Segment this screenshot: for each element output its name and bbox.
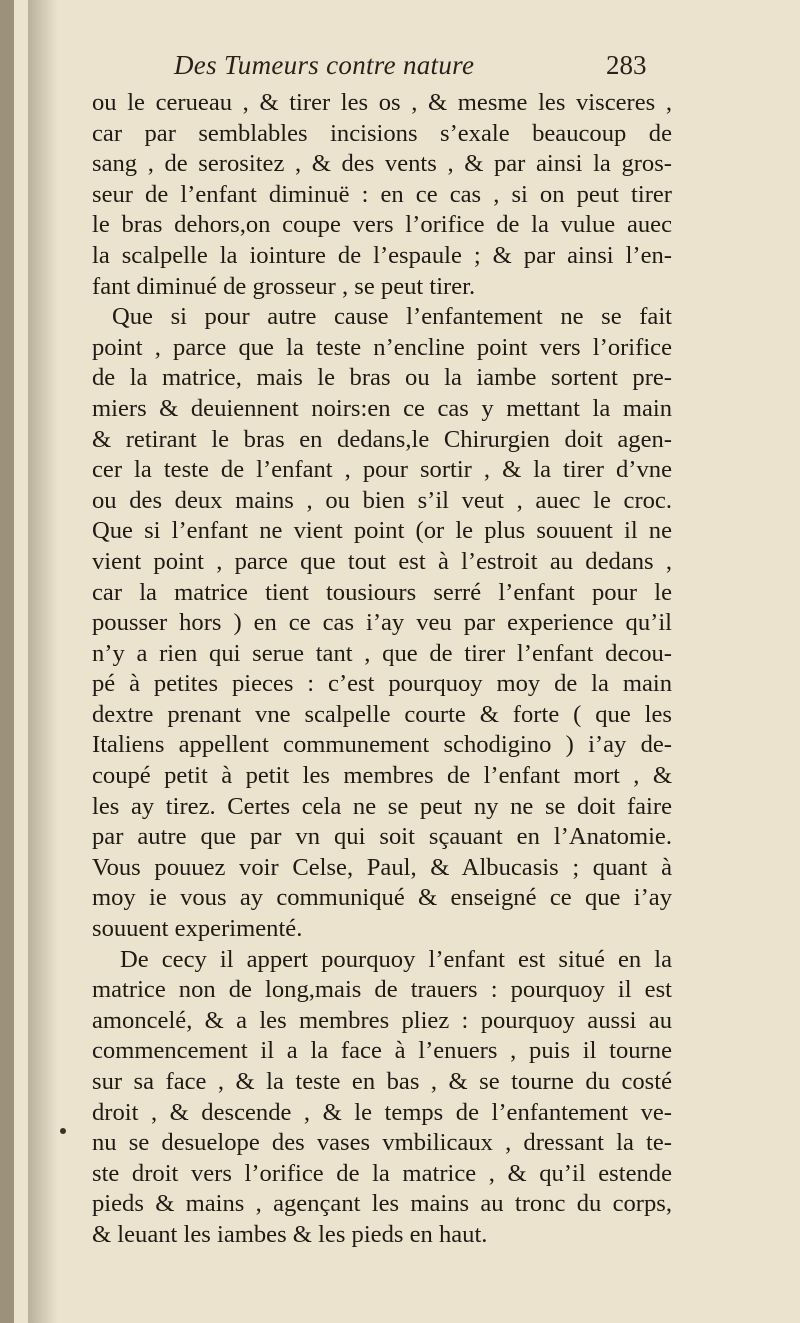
text-line: n’y a rien qui serue tant , que de tirer l’enfant decou- bbox=[92, 639, 672, 667]
ink-spot bbox=[60, 1128, 66, 1134]
text-line: ste droit vers l’orifice de la matrice , & qu’il estende bbox=[92, 1159, 672, 1187]
text-line: point , parce que la teste n’encline point vers l’orifice bbox=[92, 333, 672, 361]
text-line: moy ie vous ay communiqué & enseigné ce que i’ay bbox=[92, 884, 672, 912]
page-header bbox=[174, 50, 674, 90]
text-line: & leuant les iambes & les pieds en haut. bbox=[92, 1220, 488, 1248]
text-line: miers & deuiennent noirs:en ce cas y mettant la main bbox=[92, 394, 672, 422]
text-line: la scalpelle la iointure de l’espaule ; & par ainsi l’en- bbox=[92, 241, 672, 269]
text-line: Que si l’enfant ne vient point (or le plus souuent il ne bbox=[92, 517, 672, 545]
text-line: les ay tirez. Certes cela ne se peut ny ne se doit faire bbox=[92, 792, 672, 820]
text-line: par autre que par vn qui soit sçauant en l’Anatomie. bbox=[92, 823, 672, 851]
binding-shadow bbox=[28, 0, 58, 1323]
text-line: ou le cerueau , & tirer les os , & mesme les viscеres , bbox=[92, 89, 672, 116]
text-line: coupé petit à petit les membres de l’enfant mort , & bbox=[92, 762, 672, 790]
text-line: souuent experimenté. bbox=[92, 915, 303, 943]
text-line: de la matrice, mais le bras ou la iambe sortent pre- bbox=[92, 364, 672, 392]
page-number: 283 bbox=[606, 50, 647, 80]
text-line: seur de l’enfant diminuë : en ce cas , si on peut tirer bbox=[92, 180, 672, 208]
text-line: car la matrice tient tousiours serré l’enfant pour le bbox=[92, 578, 672, 606]
text-line: droit , & descende , & le temps de l’enfantement ve- bbox=[92, 1098, 672, 1126]
text-line: cer la teste de l’enfant , pour sortir , & la tirer d’vne bbox=[92, 456, 672, 484]
text-line: vient point , parce que tout est à l’estroit au dedans , bbox=[92, 547, 672, 575]
text-line: le bras dehors,on coupe vers l’orifice de la vulue auec bbox=[92, 211, 672, 239]
text-line: nu se desuelope des vases vmbilicaux , dressant la te- bbox=[92, 1129, 672, 1157]
text-line: & retirant le bras en dedans,le Chirurgien doit agen- bbox=[92, 425, 672, 453]
text-line: fant diminué de grosseur , se peut tirer. bbox=[92, 272, 476, 300]
text-line: sur sa face , & la teste en bas , & se tourne du costé bbox=[92, 1068, 672, 1095]
text-line: commencement il a la face à l’enuers , puis il tourne bbox=[92, 1037, 672, 1065]
text-line: pousser hors ) en ce cas i’ay veu par experience qu’il bbox=[92, 609, 672, 637]
text-line: amoncelé, & a les membres pliez : pourquoy aussi au bbox=[92, 1006, 672, 1034]
paragraph-start: Que si pour autre cause l’enfantement ne se fait bbox=[112, 303, 672, 331]
text-line: Vous pouuez voir Celse, Paul, & Albucasis ; quant à bbox=[92, 853, 672, 881]
text-line: car par semblables incisions s’exale beaucoup de bbox=[92, 119, 672, 147]
text-line: pé à petites pieces : c’est pourquoy moy de la main bbox=[92, 670, 672, 698]
text-line: pieds & mains , agençant les mains au tronc du corps, bbox=[92, 1190, 672, 1218]
text-line: Italiens appellent communement schodigino ) i’ay de- bbox=[92, 731, 672, 759]
text-line: ou des deux mains , ou bien s’il veut , auec le croc. bbox=[92, 486, 672, 514]
paragraph-start: De cecy il appert pourquoy l’enfant est situé en la bbox=[120, 945, 672, 973]
running-title: Des Tumeurs contre nature bbox=[174, 50, 475, 80]
text-line: dextre prenant vne scalpelle courte & forte ( que les bbox=[92, 700, 672, 728]
text-line: sang , de serositez , & des vents , & par ainsi la gros- bbox=[92, 150, 672, 178]
body-text bbox=[92, 88, 672, 1251]
text-line: matrice non de long,mais de trauers : pourquoy il est bbox=[92, 976, 672, 1004]
